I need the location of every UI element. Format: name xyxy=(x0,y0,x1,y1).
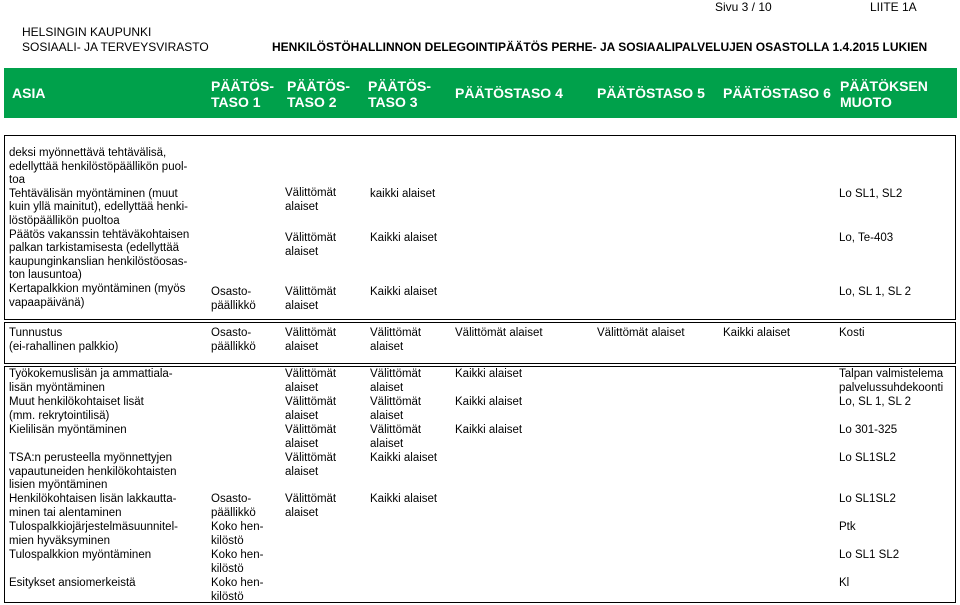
column-asia: ASIA xyxy=(12,85,46,101)
section3-row4-taso2: Välittömät alaiset xyxy=(285,452,337,478)
section3-row6-taso1: Koko hen- kilöstö xyxy=(211,521,264,547)
section2-taso6: Kaikki alaiset xyxy=(723,327,791,339)
section3-row7-muoto: Lo SL1 SL2 xyxy=(839,549,900,561)
section3-row4-asia: TSA:n perusteella myönnettyjen vapautuneiden henkilökohtaisten lisien myöntäminen xyxy=(9,452,177,492)
section3-row5-asia: Henkilökohtaisen lisän lakkautta- minen tai alentaminen xyxy=(9,493,177,519)
section3-row4-muoto: Lo SL1SL2 xyxy=(839,452,896,464)
column-muoto: PÄÄTÖKSEN MUOTO xyxy=(840,78,928,110)
section3-row7-asia: Tulospalkkion myöntäminen xyxy=(9,549,152,561)
section3-row3-taso4: Kaikki alaiset xyxy=(455,424,523,436)
section3-row7-taso1: Koko hen- kilöstö xyxy=(211,549,264,575)
column-taso-1: PÄÄTÖS- TASO 1 xyxy=(211,78,274,110)
section3-row1-taso4: Kaikki alaiset xyxy=(455,368,523,380)
section1-asia: deksi myönnettävä tehtävälisä, edellyttää henkilöstöpäällikön puol- toa Tehtävälisän myöntäminen (muut kuin yllä mainitut), edellyttää henki- löstöpäällikön puoltoa Päätös vakanssin tehtäväkohtaisen palkan tarkistamisesta (edellyttää kaupunginkanslian henkilöstöosas- ton lausuntoa) Kertapalkkion myöntäminen (myös vapaapäivänä) xyxy=(9,147,190,309)
section2-taso5: Välittömät alaiset xyxy=(597,327,685,339)
section2-taso4: Välittömät alaiset xyxy=(455,327,543,339)
section2-muoto: Kosti xyxy=(839,327,865,339)
section3-row6-muoto: Ptk xyxy=(839,521,856,533)
section3-row2-taso2: Välittömät alaiset xyxy=(285,396,337,422)
section3-row8-taso1: Koko hen- kilöstö xyxy=(211,577,264,603)
section1-taso3-a: kaikki alaiset xyxy=(370,188,436,200)
attachment-label: LIITE 1A xyxy=(870,0,917,14)
section1-muoto-a: Lo SL1, SL2 xyxy=(839,188,903,200)
section2-taso3: Välittömät alaiset xyxy=(370,327,422,353)
section3-row2-asia: Muut henkilökohtaiset lisät (mm. rekrytointilisä) xyxy=(9,396,144,422)
section3-row1-taso3: Välittömät alaiset xyxy=(370,368,422,394)
section3-row3-taso3: Välittömät alaiset xyxy=(370,424,422,450)
section1-muoto-b: Lo, Te-403 xyxy=(839,232,894,244)
city-name: HELSINGIN KAUPUNKI xyxy=(22,25,152,39)
section3-row8-asia: Esitykset ansiomerkeistä xyxy=(9,577,136,589)
section1-taso2-a: Välittömät alaiset xyxy=(285,187,337,213)
section1-taso3-c: Kaikki alaiset xyxy=(370,286,438,298)
column-taso-6: PÄÄTÖSTASO 6 xyxy=(723,85,831,101)
section3-row2-taso3: Välittömät alaiset xyxy=(370,396,422,422)
section3-row6-asia: Tulospalkkiojärjestelmäsuunnitel- mien hyväksyminen xyxy=(9,521,178,547)
department-name: SOSIAALI- JA TERVEYSVIRASTO xyxy=(22,40,209,54)
section1-taso1: Osasto- päällikkö xyxy=(211,286,256,312)
section3-row2-muoto: Lo, SL 1, SL 2 xyxy=(839,396,912,408)
section3-row5-taso2: Välittömät alaiset xyxy=(285,493,337,519)
section3-row3-asia: Kielilisän myöntäminen xyxy=(9,424,127,436)
section1-muoto-c: Lo, SL 1, SL 2 xyxy=(839,286,912,298)
section2-taso2: Välittömät alaiset xyxy=(285,327,337,353)
section3-row1-muoto: Talpan valmistelema palvelussuhdekoonti xyxy=(839,368,944,394)
section3-row8-muoto: Kl xyxy=(839,577,850,589)
section1-taso2-b: Välittömät alaiset xyxy=(285,232,337,258)
section2-taso1: Osasto- päällikkö xyxy=(211,327,256,353)
section3-row4-taso3: Kaikki alaiset xyxy=(370,452,438,464)
section1-taso3-b: Kaikki alaiset xyxy=(370,232,438,244)
column-taso-3: PÄÄTÖS- TASO 3 xyxy=(368,78,431,110)
section3-row5-muoto: Lo SL1SL2 xyxy=(839,493,896,505)
section3-row5-taso3: Kaikki alaiset xyxy=(370,493,438,505)
section3-row3-muoto: Lo 301-325 xyxy=(839,424,898,436)
page-number: Sivu 3 / 10 xyxy=(715,0,772,14)
section2-asia: Tunnustus (ei-rahallinen palkkio) xyxy=(9,327,119,353)
document-title: HENKILÖSTÖHALLINNON DELEGOINTIPÄÄTÖS PERHE- JA SOSIAALIPALVELUJEN OSASTOLLA 1.4.2015 LUKIEN xyxy=(272,40,928,54)
column-taso-4: PÄÄTÖSTASO 4 xyxy=(455,85,563,101)
section3-row3-taso2: Välittömät alaiset xyxy=(285,424,337,450)
section3-row5-taso1: Osasto- päällikkö xyxy=(211,493,256,519)
section3-row1-taso2: Välittömät alaiset xyxy=(285,368,337,394)
column-taso-2: PÄÄTÖS- TASO 2 xyxy=(287,78,350,110)
section3-row2-taso4: Kaikki alaiset xyxy=(455,396,523,408)
column-taso-5: PÄÄTÖSTASO 5 xyxy=(597,85,705,101)
section1-taso2-c: Välittömät alaiset xyxy=(285,286,337,312)
section3-row1-asia: Työkokemuslisän ja ammattiala- lisän myöntäminen xyxy=(9,368,173,394)
